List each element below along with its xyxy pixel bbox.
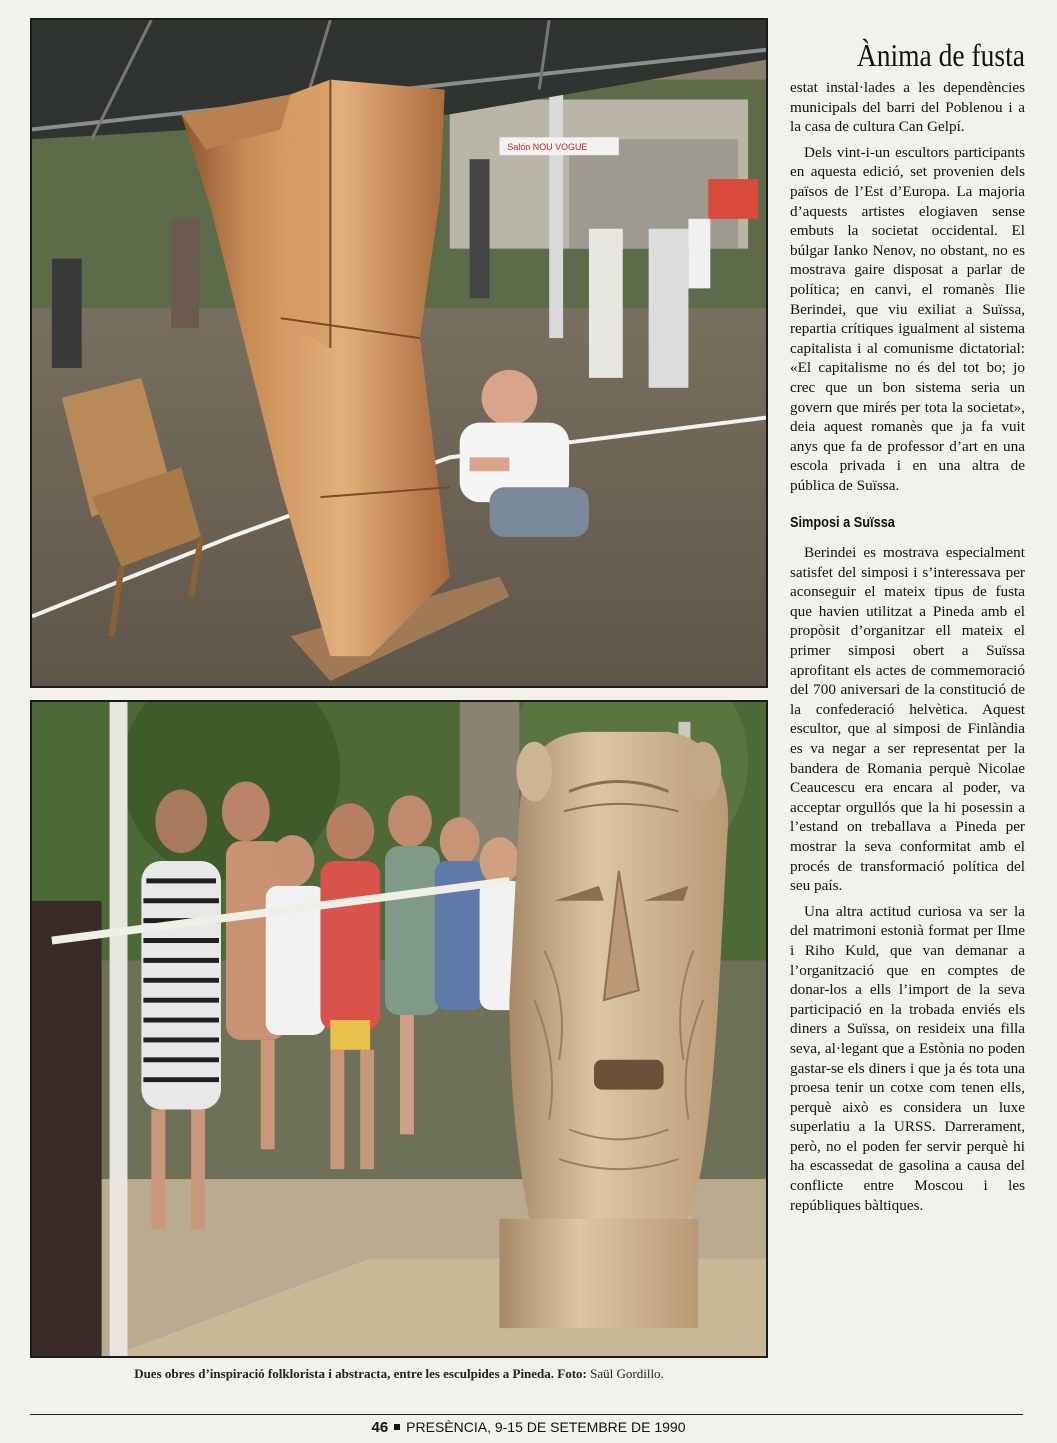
shop-sign-text: Salón NOU VOGUE (507, 142, 588, 153)
page-footer (0, 1419, 1057, 1436)
page-number: 46 (371, 1419, 389, 1436)
photo-caption (30, 1366, 768, 1382)
photo-abstract-sculpture (30, 18, 768, 688)
article-paragraph: Dels vint-i-un escultors participants en aquesta edició, set provenien dels països de l’Est d’Europa. La majoria d’aquests artistes elogiaven sense embuts la societat occidental. El búlgar Ianko Nenov, no obstant, no es mostrava gaire disposat a parlar de política; en canvi, el romanès Ilie Berindei, que viu exiliat a Suïssa, repartia crítiques igualment al sistema capitalista i al comunisme dictatorial: «El capitalisme no és del tot bo; jo crec que un bon sistema seria un govern que mirés per tota la societat», deia aquest romanès que ja fa vuit anys que fa de professor d’art en una escola privada i en una altra de pública de Suïssa. (790, 143, 1025, 494)
caption-text: Dues obres d’inspiració folklorista i abstracta, entre les esculpides a Pineda. Foto: (134, 1366, 587, 1381)
article-paragraph: Berindei es mostrava especialment satisfet del simposi i s’interessava per aconseguir el mateix tipus de fusta que havien utilitzat a Pineda amb el propòsit d’organitzar ell mateix el primer simposi obert a Suïssa aprofitant els actes de commemoració del 700 aniversari de la constitució de la confederació helvètica. Aquest escultor, que al simposi de Finlàndia es va negar a ser representat per la bandera de Romania perquè Nicolae Ceaucescu era encara al poder, va acceptar orgullós que la hi posessin a l’estand on treballava a Pineda per mostrar la seva conformitat amb el procés de transformació política del seu país. (790, 544, 1025, 895)
article-paragraph: Una altra actitud curiosa va ser la del matrimoni estonià format per Ilme i Riho Kuld, que van demanar a l’organització que en comptes de donar-los a ells l’import de la seva participació en la trobada enviés els diners a Suïssa, on resideix una filla seva, al·legant que a Estònia no poden gastar-se els diners i que ja és tota una proesa tenir un cotxe com tenen ells, perquè això es considera un luxe superlatiu a la URSS. Darrerament, però, no el poden fer servir perquè hi ha escassedat de gasolina a causa del conflicte entre Moscou i les repúbliques bàltiques. (790, 902, 1025, 1214)
photo-folkloric-sculpture (30, 700, 768, 1358)
footer-rule (30, 1414, 1023, 1415)
square-bullet-icon (394, 1424, 400, 1430)
publication-info: PRESÈNCIA, 9-15 DE SETEMBRE DE 1990 (406, 1419, 686, 1435)
article-title: Ànima de fusta (856, 37, 1025, 74)
article-subheading: Simposi a Suïssa (790, 514, 895, 532)
article-paragraph: estat instal·lades a les dependències municipals del barri del Poblenou i a la casa de cultura Can Gelpí. (790, 79, 1025, 136)
caption-credit: Saül Gordillo. (590, 1366, 664, 1381)
article-column (790, 78, 1025, 1215)
